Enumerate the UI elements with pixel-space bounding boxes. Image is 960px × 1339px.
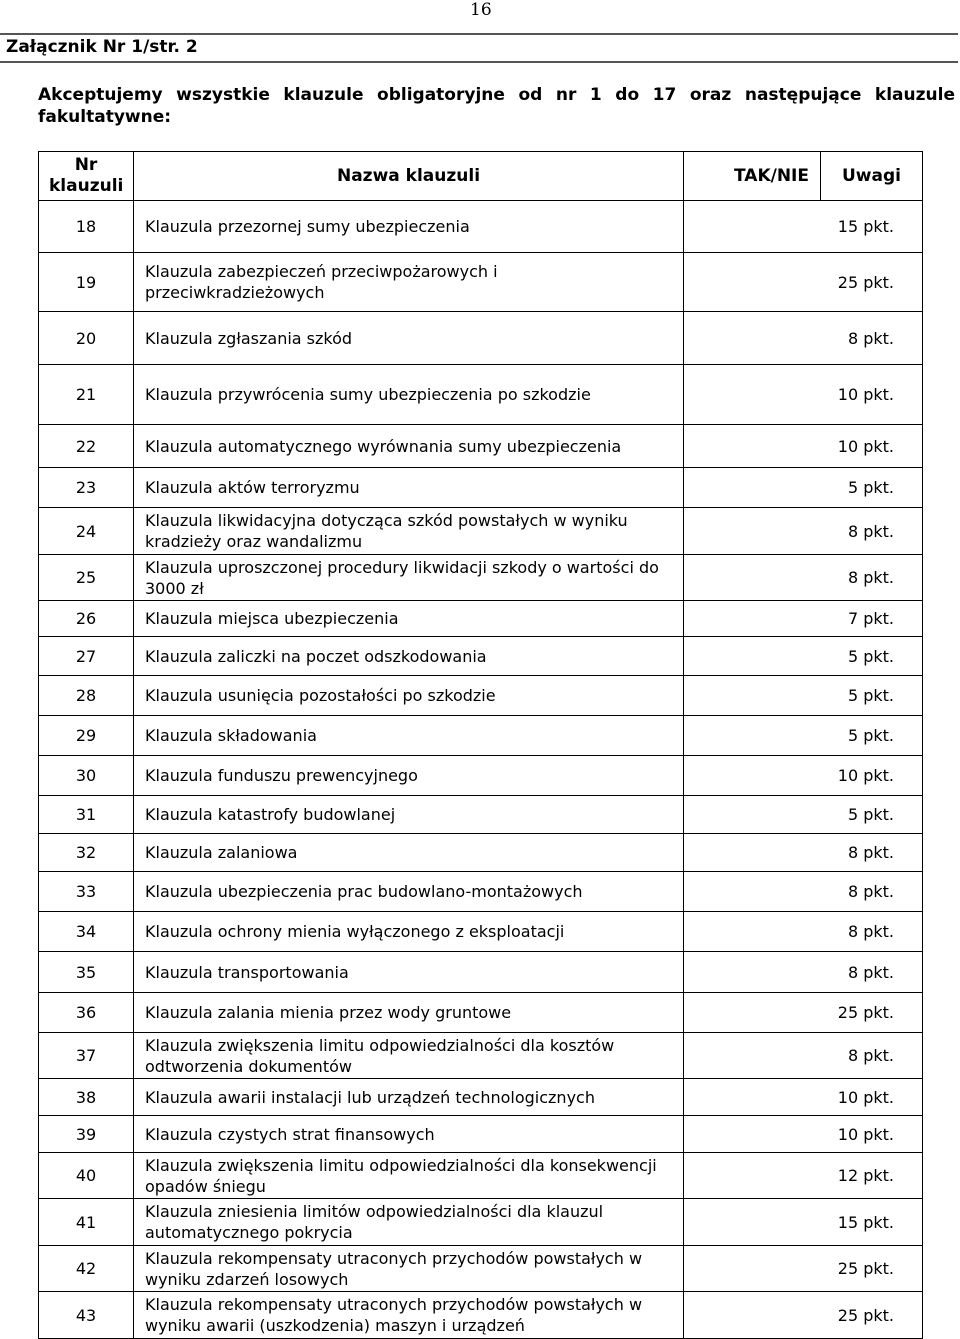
intro-text: Akceptujemy wszystkie klauzule obligatoryjne od nr 1 do 17 oraz następujące klauzule fakultatywne: — [38, 85, 955, 127]
clause-name: Klauzula zniesienia limitów odpowiedzialności dla klauzul automatycznego pokrycia — [134, 1199, 684, 1246]
clause-name: Klauzula rekompensaty utraconych przychodów powstałych w wyniku zdarzeń losowych — [134, 1246, 684, 1292]
clause-number: 19 — [39, 253, 134, 312]
clause-value-cell — [684, 312, 894, 365]
clause-number: 42 — [39, 1246, 134, 1292]
table-row — [39, 834, 923, 872]
clause-value-cell — [684, 253, 894, 312]
clause-name: Klauzula katastrofy budowlanej — [134, 796, 684, 834]
clause-points: 15 pkt. — [837, 1212, 894, 1232]
clause-points: 15 pkt. — [837, 217, 894, 236]
clause-number: 18 — [39, 201, 134, 253]
table-row — [39, 1246, 923, 1292]
table-body — [39, 201, 923, 1339]
clause-number: 28 — [39, 676, 134, 716]
page-number: 16 — [470, 0, 492, 20]
clause-name: Klauzula zalania mienia przez wody gruntowe — [134, 993, 684, 1033]
clause-value-cell — [684, 872, 894, 912]
clause-number: 40 — [39, 1153, 134, 1199]
table-row — [39, 912, 923, 952]
clause-value-cell — [684, 508, 894, 555]
clause-name: Klauzula składowania — [134, 716, 684, 756]
clause-number: 39 — [39, 1116, 134, 1153]
clause-number: 24 — [39, 508, 134, 555]
clause-number: 38 — [39, 1079, 134, 1116]
clause-number: 35 — [39, 952, 134, 993]
clause-name: Klauzula zalaniowa — [134, 834, 684, 872]
table-row — [39, 1079, 923, 1116]
table-row — [39, 1116, 923, 1153]
clause-points: 5 pkt. — [847, 646, 894, 666]
clause-name: Klauzula czystych strat finansowych — [134, 1116, 684, 1153]
clause-number: 30 — [39, 756, 134, 796]
header-value: TAK/NIE — [684, 152, 821, 201]
table-row — [39, 993, 923, 1033]
clause-number: 22 — [39, 425, 134, 468]
clause-points: 8 pkt. — [847, 962, 894, 982]
clause-value-cell — [684, 756, 894, 796]
table-row — [39, 1153, 923, 1199]
clause-points: 25 pkt. — [837, 272, 894, 292]
table-row — [39, 253, 923, 312]
clause-points: 8 pkt. — [847, 882, 894, 901]
clause-name: Klauzula likwidacyjna dotycząca szkód powstałych w wyniku kradzieży oraz wandalizmu — [134, 508, 684, 555]
clause-name: Klauzula funduszu prewencyjnego — [134, 756, 684, 796]
clause-name: Klauzula uproszczonej procedury likwidacji szkody o wartości do 3000 zł — [134, 555, 684, 601]
clause-number: 36 — [39, 993, 134, 1033]
clause-value-cell — [684, 1246, 894, 1292]
table-row — [39, 716, 923, 756]
table-row — [39, 796, 923, 834]
clause-value-cell — [684, 1079, 894, 1116]
clause-number: 25 — [39, 555, 134, 601]
clause-value-cell — [684, 601, 894, 637]
table-row — [39, 601, 923, 637]
header-nr: Nr klauzuli — [39, 152, 134, 201]
clause-number: 31 — [39, 796, 134, 834]
clause-value-cell — [684, 1033, 894, 1079]
clause-value-cell — [684, 993, 894, 1033]
clause-name: Klauzula zgłaszania szkód — [134, 312, 684, 365]
clause-value-cell — [684, 796, 894, 834]
table-header-row — [39, 152, 923, 201]
clause-value-cell — [684, 365, 894, 425]
clause-name: Klauzula przywrócenia sumy ubezpieczenia po szkodzie — [134, 365, 684, 425]
clause-name: Klauzula ochrony mienia wyłączonego z eksploatacji — [134, 912, 684, 952]
clause-value-cell — [684, 555, 894, 601]
table-row — [39, 676, 923, 716]
clause-number: 41 — [39, 1199, 134, 1246]
clause-value-cell — [684, 425, 894, 468]
clause-value-cell — [684, 676, 894, 716]
table-row — [39, 1033, 923, 1079]
clause-number: 20 — [39, 312, 134, 365]
clause-points: 8 pkt. — [847, 1046, 894, 1065]
clause-number: 21 — [39, 365, 134, 425]
clause-points: 10 pkt. — [837, 766, 894, 785]
clause-points: 12 pkt. — [837, 1166, 894, 1185]
table-row — [39, 1292, 923, 1339]
clause-number: 32 — [39, 834, 134, 872]
header-name: Nazwa klauzuli — [134, 152, 684, 201]
clause-points: 25 pkt. — [837, 1305, 894, 1325]
clause-points: 5 pkt. — [847, 478, 894, 497]
table-row — [39, 756, 923, 796]
clause-points: 10 pkt. — [837, 1087, 894, 1107]
table-row — [39, 201, 923, 253]
clause-value-cell — [684, 716, 894, 756]
clause-number: 33 — [39, 872, 134, 912]
clause-name: Klauzula zwiększenia limitu odpowiedzialności dla konsekwencji opadów śniegu — [134, 1153, 684, 1199]
clause-name: Klauzula przezornej sumy ubezpieczenia — [134, 201, 684, 253]
clause-number: 43 — [39, 1292, 134, 1339]
clause-name: Klauzula automatycznego wyrównania sumy ubezpieczenia — [134, 425, 684, 468]
header-remarks: Uwagi — [821, 152, 923, 201]
clause-name: Klauzula usunięcia pozostałości po szkodzie — [134, 676, 684, 716]
clause-name: Klauzula ubezpieczenia prac budowlano-montażowych — [134, 872, 684, 912]
clause-value-cell — [684, 834, 894, 872]
clause-value-cell — [684, 637, 894, 676]
table-row — [39, 872, 923, 912]
clause-name: Klauzula miejsca ubezpieczenia — [134, 601, 684, 637]
clause-points: 8 pkt. — [847, 843, 894, 862]
table-row — [39, 1199, 923, 1246]
table-row — [39, 555, 923, 601]
clause-name: Klauzula transportowania — [134, 952, 684, 993]
clause-name: Klauzula aktów terroryzmu — [134, 468, 684, 508]
clause-name: Klauzula zaliczki na poczet odszkodowania — [134, 637, 684, 676]
clause-number: 29 — [39, 716, 134, 756]
clause-name: Klauzula zabezpieczeń przeciwpożarowych i przeciwkradzieżowych — [134, 253, 684, 312]
clause-points: 5 pkt. — [847, 686, 894, 705]
clause-value-cell — [684, 1116, 894, 1153]
clause-points: 8 pkt. — [847, 568, 894, 587]
clause-number: 34 — [39, 912, 134, 952]
clause-number: 23 — [39, 468, 134, 508]
clause-number: 26 — [39, 601, 134, 637]
table-row — [39, 365, 923, 425]
clause-points: 10 pkt. — [837, 1124, 894, 1144]
clause-value-cell — [684, 1292, 894, 1339]
clause-points: 8 pkt. — [847, 521, 894, 541]
clause-number: 27 — [39, 637, 134, 676]
clause-value-cell — [684, 1153, 894, 1199]
clause-number: 37 — [39, 1033, 134, 1079]
table-row — [39, 468, 923, 508]
clause-points: 8 pkt. — [847, 922, 894, 941]
clause-points: 5 pkt. — [847, 805, 894, 824]
clause-name: Klauzula zwiększenia limitu odpowiedzialności dla kosztów odtworzenia dokumentów — [134, 1033, 684, 1079]
clause-value-cell — [684, 201, 894, 253]
clause-points: 5 pkt. — [847, 726, 894, 745]
clause-points: 7 pkt. — [847, 609, 894, 628]
table-row — [39, 508, 923, 555]
table-row — [39, 425, 923, 468]
clauses-table — [38, 151, 923, 1339]
table-row — [39, 952, 923, 993]
clause-name: Klauzula awarii instalacji lub urządzeń technologicznych — [134, 1079, 684, 1116]
clause-value-cell — [684, 468, 894, 508]
clause-points: 10 pkt. — [837, 436, 894, 456]
clause-value-cell — [684, 1199, 894, 1246]
attachment-label: Załącznik Nr 1/str. 2 — [6, 37, 198, 57]
clause-points: 25 pkt. — [837, 1259, 894, 1278]
clause-name: Klauzula rekompensaty utraconych przychodów powstałych w wyniku awarii (uszkodzenia) maszyn i urządzeń — [134, 1292, 684, 1339]
clause-points: 8 pkt. — [847, 328, 894, 348]
table-row — [39, 637, 923, 676]
clause-points: 10 pkt. — [837, 385, 894, 404]
clause-points: 25 pkt. — [837, 1003, 894, 1022]
table-row — [39, 312, 923, 365]
clause-value-cell — [684, 952, 894, 993]
clause-value-cell — [684, 912, 894, 952]
